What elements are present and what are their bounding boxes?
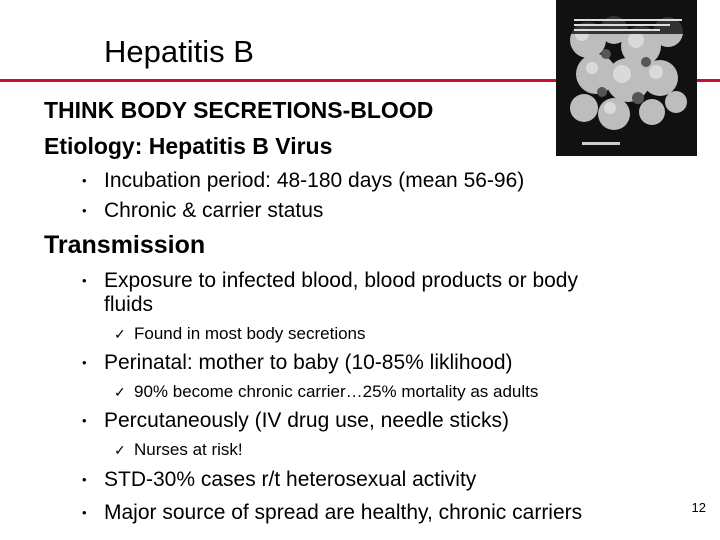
bullet-dot: • (82, 413, 87, 428)
bullet-dot: • (82, 505, 87, 520)
check-icon: ✓ (114, 442, 126, 458)
etiology-bullet-incubation: Incubation period: 48-180 days (mean 56-96) (104, 169, 525, 192)
bullet-dot: • (82, 472, 87, 487)
page-number: 12 (691, 500, 706, 515)
transmission-bullet-exposure-line2: fluids (104, 293, 154, 316)
heading-body-secretions: THINK BODY SECRETIONS-BLOOD (44, 97, 434, 123)
heading-etiology: Etiology: Hepatitis B Virus (44, 133, 333, 159)
transmission-bullet-std: STD-30% cases r/t heterosexual activity (104, 468, 477, 491)
sub-bullet-secretions: Found in most body secretions (134, 324, 366, 343)
transmission-bullet-perinatal: Perinatal: mother to baby (10-85% liklihood) (104, 351, 513, 374)
virus-micrograph-image (556, 0, 697, 156)
sub-bullet-chronic-carrier: 90% become chronic carrier…25% mortality as adults (134, 382, 539, 401)
check-icon: ✓ (114, 384, 126, 400)
transmission-bullet-exposure-line1: Exposure to infected blood, blood products or body (104, 269, 578, 292)
bullet-dot: • (82, 173, 87, 188)
sub-bullet-nurses: Nurses at risk! (134, 440, 243, 459)
check-icon: ✓ (114, 326, 126, 342)
slide-title: Hepatitis B (104, 34, 254, 69)
etiology-bullet-chronic: Chronic & carrier status (104, 199, 324, 222)
heading-transmission: Transmission (44, 231, 206, 259)
bullet-dot: • (82, 355, 87, 370)
bullet-dot: • (82, 273, 87, 288)
transmission-bullet-carriers: Major source of spread are healthy, chronic carriers (104, 501, 583, 524)
transmission-bullet-percutaneous: Percutaneously (IV drug use, needle sticks) (104, 409, 510, 432)
bullet-dot: • (82, 203, 87, 218)
